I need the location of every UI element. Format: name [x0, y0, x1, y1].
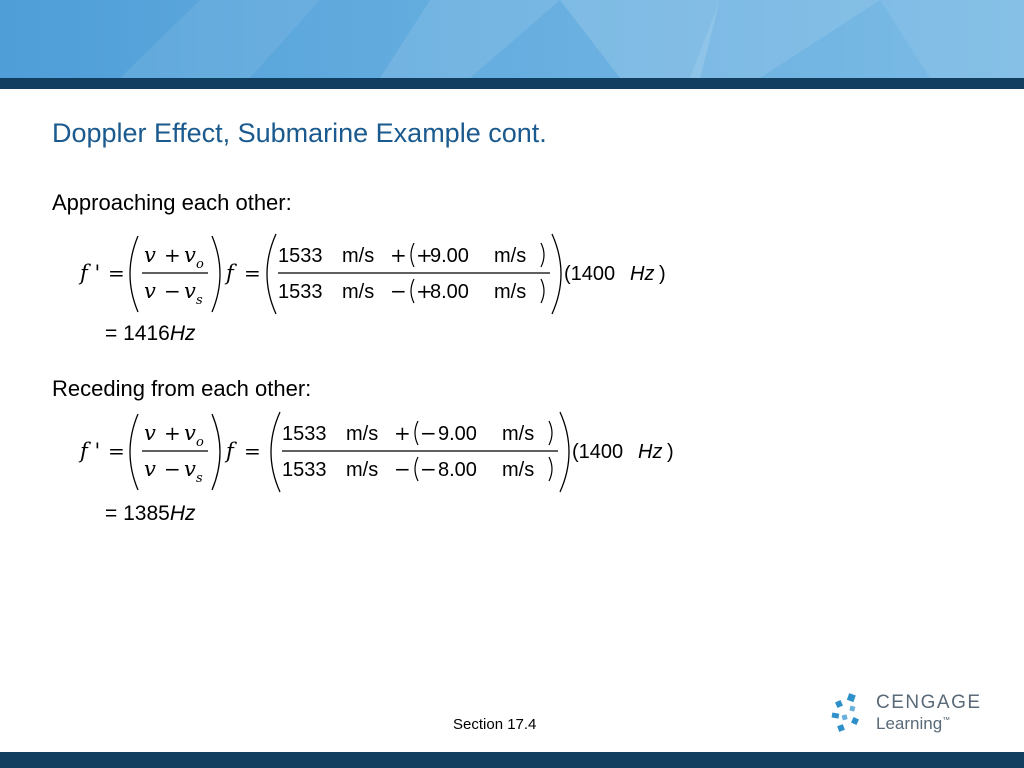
footer-rule: [0, 752, 1024, 768]
paren-left: [411, 243, 414, 267]
approaching-heading: Approaching each other:: [52, 190, 292, 215]
close-paren: ): [659, 263, 666, 285]
equals-sign: =: [105, 322, 124, 345]
section-label: Section 17.4: [453, 716, 537, 733]
hertz-unit: Hz: [638, 441, 663, 463]
denominator-unit: m/s: [346, 459, 379, 481]
denominator-value: 8.00: [430, 281, 469, 303]
lhs-symbol: f ': [80, 261, 101, 285]
result-value: 1416: [123, 322, 170, 345]
approaching-result: [105, 322, 196, 346]
velocity-symbol: v: [184, 279, 196, 303]
cengage-logo: [830, 690, 980, 738]
hertz-unit: Hz: [630, 263, 655, 285]
numerator-sign: +: [416, 243, 433, 267]
denominator-speed: 1533: [282, 459, 327, 481]
result-unit: Hz: [169, 322, 196, 345]
paren-right: [212, 236, 220, 312]
denominator-value-unit: m/s: [494, 281, 527, 303]
source-frequency: (1400: [572, 441, 624, 463]
numerator-value-unit: m/s: [494, 245, 527, 267]
paren-left: [271, 412, 280, 492]
equals-sign: =: [105, 502, 124, 525]
logo-learning-text: Learning: [876, 714, 943, 733]
source-subscript: s: [196, 293, 203, 308]
paren-right: [541, 243, 544, 267]
paren-right: [549, 457, 552, 481]
numerator-speed: 1533: [282, 423, 327, 445]
paren-left: [411, 279, 414, 303]
slide-title: Doppler Effect, Submarine Example cont.: [52, 118, 547, 148]
numerator-sign: −: [420, 421, 437, 445]
plus-sign: +: [164, 421, 181, 445]
trademark-mark: ™: [942, 715, 951, 725]
numerator-speed: 1533: [278, 245, 323, 267]
paren-right: [541, 279, 544, 303]
velocity-symbol: v: [184, 421, 196, 445]
numerator-unit: m/s: [346, 423, 379, 445]
numerator-operator: +: [394, 421, 411, 445]
lhs-symbol: f ': [80, 439, 101, 463]
velocity-symbol: v: [144, 421, 156, 445]
numerator-value-unit: m/s: [502, 423, 535, 445]
numerator-unit: m/s: [342, 245, 375, 267]
observer-subscript: o: [196, 435, 204, 450]
paren-right: [552, 234, 561, 314]
header-banner: [0, 0, 1024, 78]
minus-sign: −: [164, 457, 181, 481]
paren-left: [130, 236, 138, 312]
paren-left: [415, 421, 418, 445]
paren-left: [130, 414, 138, 490]
receding-result: [105, 502, 196, 526]
cengage-logo-mark-icon: [830, 692, 874, 736]
equals-sign: =: [244, 439, 261, 463]
receding-formula: [78, 410, 698, 494]
denominator-sign: −: [420, 457, 437, 481]
denominator-sign: +: [416, 279, 433, 303]
observer-subscript: o: [196, 257, 204, 272]
plus-sign: +: [164, 243, 181, 267]
source-subscript: s: [196, 471, 203, 486]
numerator-value: 9.00: [438, 423, 477, 445]
numerator-operator: +: [390, 243, 407, 267]
close-paren: ): [667, 441, 674, 463]
denominator-value-unit: m/s: [502, 459, 535, 481]
paren-right: [560, 412, 569, 492]
denominator-operator: −: [394, 457, 411, 481]
paren-right: [549, 421, 552, 445]
velocity-symbol: v: [144, 243, 156, 267]
minus-sign: −: [164, 279, 181, 303]
receding-heading: Receding from each other:: [52, 376, 312, 401]
header-rule: [0, 78, 1024, 89]
paren-left: [415, 457, 418, 481]
frequency-symbol: f: [226, 439, 234, 463]
logo-wordmark-line2: [876, 714, 950, 734]
velocity-symbol: v: [144, 279, 156, 303]
velocity-symbol: v: [184, 243, 196, 267]
approaching-formula: [78, 232, 688, 316]
velocity-symbol: v: [184, 457, 196, 481]
denominator-speed: 1533: [278, 281, 323, 303]
denominator-value: 8.00: [438, 459, 477, 481]
velocity-symbol: v: [144, 457, 156, 481]
banner-decoration: [0, 0, 1024, 78]
numerator-value: 9.00: [430, 245, 469, 267]
result-unit: Hz: [169, 502, 196, 525]
logo-wordmark-line1: CENGAGE: [876, 692, 982, 713]
result-value: 1385: [123, 502, 170, 525]
paren-left: [267, 234, 276, 314]
paren-right: [212, 414, 220, 490]
equals-sign: =: [244, 261, 261, 285]
frequency-symbol: f: [226, 261, 234, 285]
denominator-operator: −: [390, 279, 407, 303]
source-frequency: (1400: [564, 263, 616, 285]
denominator-unit: m/s: [342, 281, 375, 303]
equals-sign: =: [108, 439, 125, 463]
equals-sign: =: [108, 261, 125, 285]
